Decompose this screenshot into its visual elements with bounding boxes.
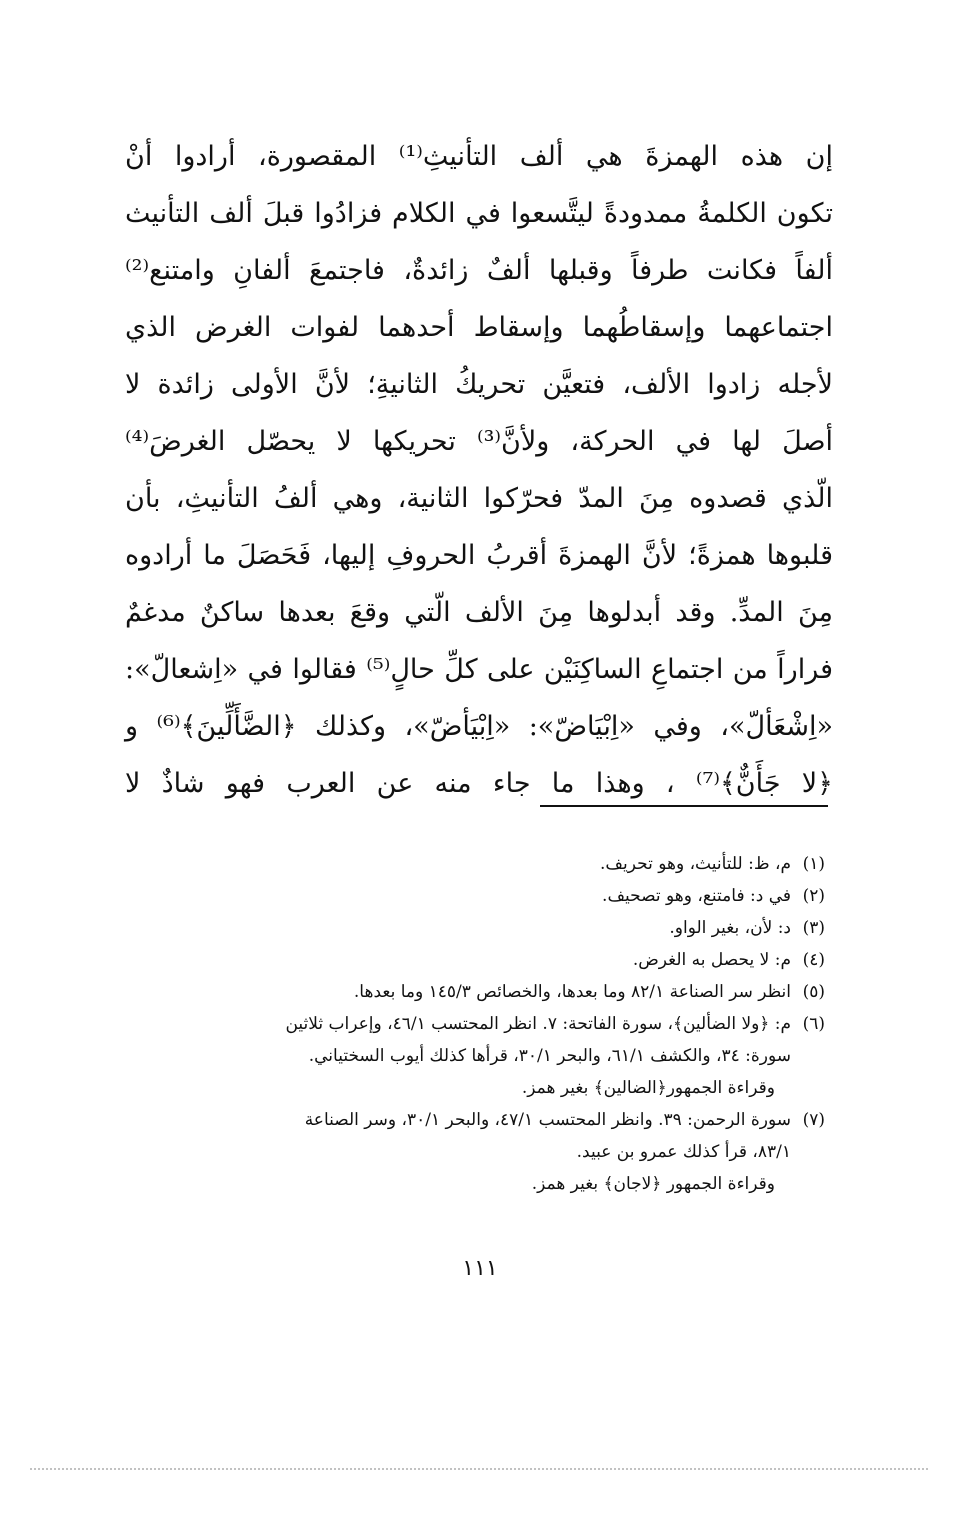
footnote-line: وقراءة الجمهور ﴿لاجان﴾ بغير همز.: [531, 1174, 775, 1194]
footnote-line: سورة الرحمن: ٣٩. وانظر المحتسب ٤٧/١، والبحر ٣٠/١، وسر الصناعة: [304, 1110, 791, 1130]
footnote-line: د: لأن، بغير الواو.: [669, 918, 791, 938]
text-line: «اِشْعَألّ»، وفي «اِبْيَاضّ»: «اِبْيَأضّ»، وكذلك ﴿الضَّأَلِّينَ﴾⁽⁶⁾ و: [125, 711, 833, 742]
footnote-line: ٨٣/١، قرأ كذلك عمرو بن عبيد.: [576, 1142, 791, 1162]
footnote-line: انظر سر الصناعة ٨٢/١ وما بعدها، والخصائص ١٤٥/٣ وما بعدها.: [353, 982, 791, 1002]
text-line: قلبوها همزةً؛ لأنَّ الهمزةَ أقربُ الحروفِ إليها، فَحَصَلَ ما أرادوه: [125, 540, 833, 571]
text-line: أصلَ لها في الحركة، ولأنَّ⁽³⁾ تحريكها لا يحصّل الغرضَ⁽⁴⁾: [125, 426, 833, 457]
footnote: [135, 1008, 825, 1104]
footnote-line: وقراءة الجمهور﴿الضالين﴾ بغير همز.: [521, 1078, 775, 1098]
text-line: تكون الكلمةُ ممدودةً ليتَّسعوا في الكلام فزادُوا قبلَ ألف التأنيث: [125, 198, 833, 229]
footnote: [135, 1104, 825, 1200]
text-line: فراراً من اجتماعِ الساكِنَيْن على كلِّ حالٍ⁽⁵⁾ فقالوا في «اِشعالّ»:: [125, 654, 834, 685]
footnote-number: (٢): [802, 886, 825, 906]
footnote-text: [135, 1008, 791, 1104]
scan-edge-artifact: [30, 1468, 928, 1472]
footnote: [135, 848, 825, 880]
footnote: [135, 880, 825, 912]
footnote-number: (٣): [802, 918, 825, 938]
footnote: [135, 944, 825, 976]
footnote-number: (٤): [802, 950, 825, 970]
footnotes: [135, 848, 825, 1200]
text-line: ألفاً فكانت طرفاً وقبلها ألفٌ زائدةٌ، فاجتمعَ ألفانِ وامتنع⁽²⁾: [125, 255, 833, 286]
page-number: ١١١: [462, 1256, 498, 1281]
main-text-block: [125, 128, 833, 812]
text-line: اجتماعهما وإسقاطُهما وإسقاط أحدهما لفوات الغرض الذي: [125, 312, 833, 343]
footnote-line: م، ظ: للتأنيث، وهو تحريف.: [599, 854, 791, 874]
footnote-text: [135, 848, 791, 880]
footnote-number: (٦): [802, 1014, 825, 1034]
footnote-number: (٧): [802, 1110, 825, 1130]
text-line: مِنَ المدِّ. وقد أبدلوها مِنَ الألف الّتي وقعَ بعدها ساكنٌ مدغمٌ: [125, 597, 833, 628]
footnote-number: (١): [802, 854, 825, 874]
footnote-line: م: لا يحصل به الغرض.: [632, 950, 791, 970]
text-line: لأجله زادوا الألف، فتعيَّن تحريكُ الثانيةِ؛ لأنَّ الأولى زائدة لا: [125, 369, 833, 400]
text-line: إن هذه الهمزةَ هي ألف التأنيثِ⁽¹⁾ المقصورة، أرادوا أنْ: [125, 141, 833, 172]
text-line: الّذي قصدوه مِنَ المدّ فحرّكوا الثانية، وهي ألفُ التأنيثِ، بأن: [125, 483, 833, 514]
footnote-text: [135, 976, 791, 1008]
footnote: [135, 976, 825, 1008]
footnote-text: [135, 880, 791, 912]
footnote-text: [135, 912, 791, 944]
footnote: [135, 912, 825, 944]
footnote-text: [135, 1104, 791, 1200]
footnote-number: (٥): [802, 982, 825, 1002]
footnote-separator: [540, 805, 828, 807]
footnote-text: [135, 944, 791, 976]
text-line: ﴿لا جَأَنٌّ﴾⁽⁷⁾ ، وهذا ما جاء منه عن العرب فهو شاذٌ لا: [125, 768, 833, 799]
footnote-line: في د: فامتنع، وهو تصحيف.: [602, 886, 791, 906]
footnote-line: سورة: ٣٤، والكشف ٦١/١، والبحر ٣٠/١، قرأها كذلك أيوب السختياني.: [308, 1046, 791, 1066]
footnote-line: م: ﴿ولا الضألين﴾، سورة الفاتحة: ٧. انظر المحتسب ٤٦/١، وإعراب ثلاثين: [285, 1014, 791, 1034]
